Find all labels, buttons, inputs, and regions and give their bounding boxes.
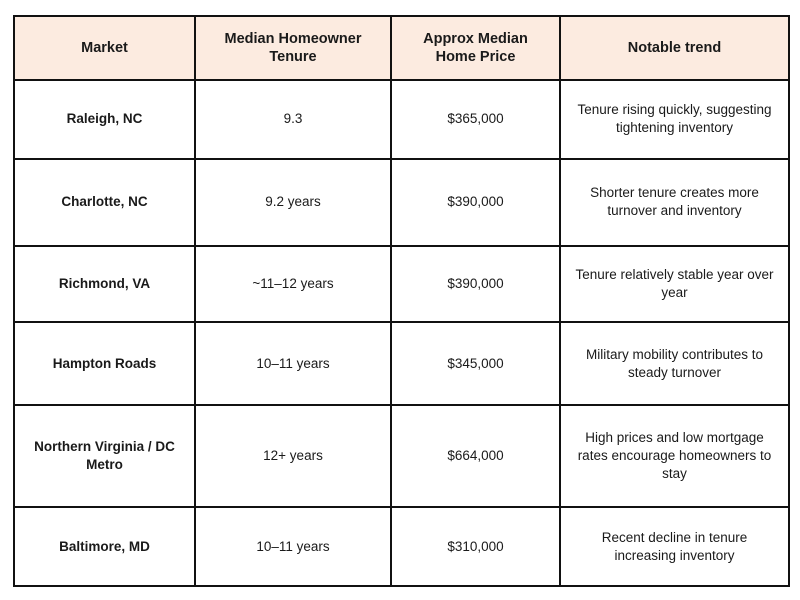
tenure-cell: 9.3 <box>195 80 391 159</box>
header-trend: Notable trend <box>560 16 789 80</box>
tenure-cell: 12+ years <box>195 405 391 507</box>
market-cell: Charlotte, NC <box>14 159 195 246</box>
header-row <box>14 16 789 80</box>
table-row <box>14 322 789 405</box>
price-cell: $664,000 <box>391 405 560 507</box>
header-price: Approx Median Home Price <box>391 16 560 80</box>
market-cell: Hampton Roads <box>14 322 195 405</box>
price-cell: $390,000 <box>391 246 560 323</box>
price-cell: $345,000 <box>391 322 560 405</box>
header-market: Market <box>14 16 195 80</box>
table-row <box>14 405 789 507</box>
market-cell: Northern Virginia / DC Metro <box>14 405 195 507</box>
price-cell: $310,000 <box>391 507 560 586</box>
price-cell: $390,000 <box>391 159 560 246</box>
tenure-cell: 10–11 years <box>195 322 391 405</box>
tenure-cell: 9.2 years <box>195 159 391 246</box>
market-cell: Richmond, VA <box>14 246 195 323</box>
trend-cell: Shorter tenure creates more turnover and inventory <box>560 159 789 246</box>
table-row <box>14 246 789 323</box>
table-row <box>14 159 789 246</box>
market-tenure-table <box>13 15 790 587</box>
trend-cell: High prices and low mortgage rates encourage homeowners to stay <box>560 405 789 507</box>
trend-cell: Tenure rising quickly, suggesting tightening inventory <box>560 80 789 159</box>
table-header <box>14 16 789 80</box>
market-cell: Raleigh, NC <box>14 80 195 159</box>
header-tenure: Median Homeowner Tenure <box>195 16 391 80</box>
tenure-cell: ~11–12 years <box>195 246 391 323</box>
price-cell: $365,000 <box>391 80 560 159</box>
trend-cell: Recent decline in tenure increasing inventory <box>560 507 789 586</box>
market-cell: Baltimore, MD <box>14 507 195 586</box>
table-row <box>14 80 789 159</box>
trend-cell: Tenure relatively stable year over year <box>560 246 789 323</box>
table-row <box>14 507 789 586</box>
table-body <box>14 80 789 586</box>
tenure-cell: 10–11 years <box>195 507 391 586</box>
trend-cell: Military mobility contributes to steady turnover <box>560 322 789 405</box>
